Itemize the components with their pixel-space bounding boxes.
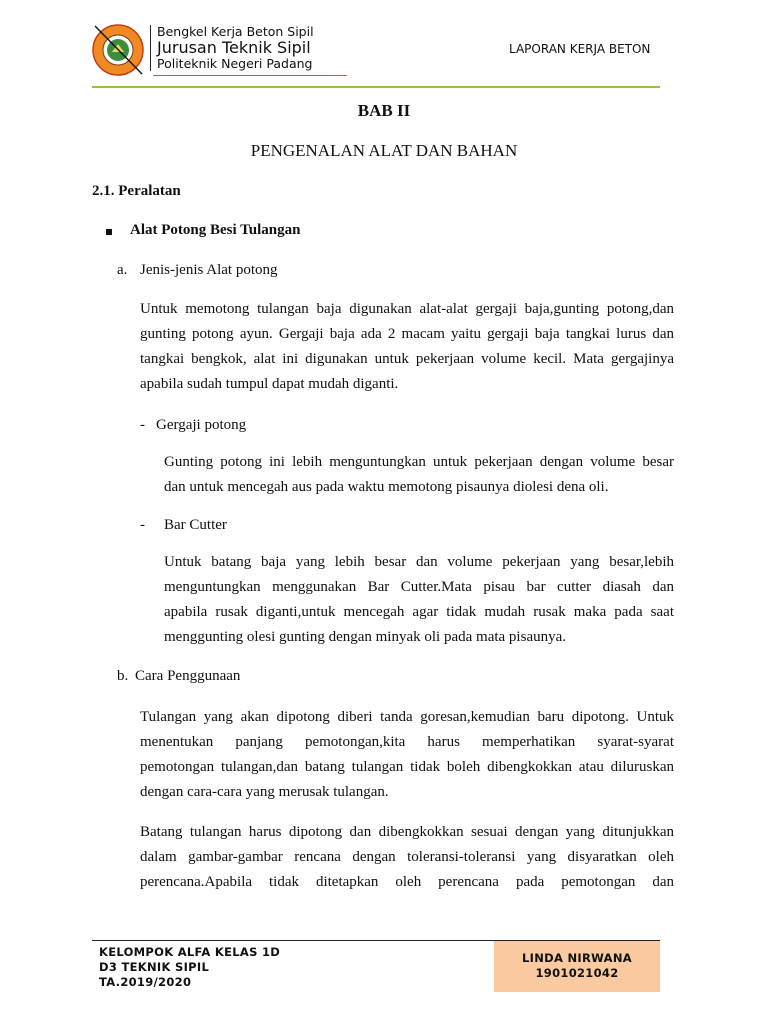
header-workshop-name: Bengkel Kerja Beton Sipil [157, 24, 314, 39]
paragraph-line: pemotongan tulangan,dan batang tulangan tidak boleh dibengkokkan atau diluruskan [140, 759, 674, 775]
paragraph-line: perencana.Apabila tidak ditetapkan oleh perencana pada pemotongan dan [140, 874, 674, 890]
paragraph-line: dalam gambar-gambar rencana dengan toleransi-toleransi yang disyaratkan oleh [140, 849, 674, 865]
paragraph-line: menggunting olesi gunting dengan minyak oli pada mata pisaunya. [164, 629, 567, 645]
paragraph-line: menguntungkan menggunakan Bar Cutter.Mata pisau bar cutter diasah dan [164, 579, 674, 595]
chapter-subtitle: PENGENALAN ALAT DAN BAHAN [250, 141, 518, 160]
subsection-b-title: Cara Penggunaan [135, 668, 241, 684]
paragraph-line: Batang tulangan harus dipotong dan dibengkokkan sesuai dengan yang ditunjukkan [140, 824, 674, 840]
paragraph-line: Gunting potong ini lebih menguntungkan untuk pekerjaan dengan volume besar [164, 454, 674, 470]
paragraph-line: apabila sudah tumpul dapat mudah diganti. [140, 376, 399, 392]
header-institution-name: Politeknik Negeri Padang [157, 56, 313, 71]
paragraph-line: Tulangan yang akan dipotong diberi tanda goresan,kemudian baru dipotong. Untuk [140, 709, 674, 725]
footer-program: D3 TEKNIK SIPIL [99, 960, 210, 974]
list-marker-b: b. [117, 668, 129, 684]
paragraph-line: tangkai bengkok, alat ini digunakan untuk pekerjaan volume kecil. Mata gergajinya [140, 351, 674, 367]
footer-academic-year: TA.2019/2020 [99, 975, 192, 989]
header-department-name: Jurusan Teknik Sipil [157, 38, 311, 57]
section-heading: 2.1. Peralatan [92, 183, 181, 199]
header-report-title: LAPORAN KERJA BETON [509, 42, 651, 56]
footer-author-id: 1901021042 [535, 966, 619, 980]
paragraph-line: menentukan panjang pemotongan,kita harus memperhatikan syarat-syarat [140, 734, 674, 750]
item-gergaji-title: Gergaji potong [156, 417, 247, 433]
paragraph-line: apabila rusak diganti,untuk mencegah agar tidak mudah rusak maka pada saat [164, 604, 674, 620]
header-divider [150, 25, 151, 71]
paragraph-bar-cutter [164, 550, 674, 650]
paragraph-alat-potong [140, 297, 674, 397]
header-blue-rule [153, 75, 347, 76]
footer-group: KELOMPOK ALFA KELAS 1D [99, 945, 281, 959]
paragraph-line: Untuk batang baja yang lebih besar dan volume pekerjaan yang besar,lebih [164, 554, 674, 570]
bullet-square-icon [106, 229, 112, 235]
dash-marker: - [140, 417, 145, 433]
subsection-a-title: Jenis-jenis Alat potong [140, 262, 278, 278]
footer-author-name: LINDA NIRWANA [522, 951, 632, 965]
item-bar-cutter-title: Bar Cutter [164, 517, 227, 533]
paragraph-gergaji [164, 450, 674, 500]
bullet-heading: Alat Potong Besi Tulangan [130, 222, 301, 238]
institution-logo [90, 22, 146, 78]
paragraph-line: Untuk memotong tulangan baja digunakan alat-alat gergaji baja,gunting potong,dan [140, 301, 674, 317]
paragraph-batang-tulangan [140, 820, 674, 895]
paragraph-line: dengan cara-cara yang merusak tulangan. [140, 784, 389, 800]
paragraph-cara-penggunaan [140, 705, 674, 805]
chapter-title: BAB II [357, 101, 411, 120]
dash-marker: - [140, 517, 145, 533]
list-marker-a: a. [117, 262, 128, 278]
header-green-rule [92, 86, 660, 88]
paragraph-line: dan untuk mencegah aus pada waktu memotong pisaunya diolesi dena oli. [164, 479, 609, 495]
paragraph-line: gunting potong ayun. Gergaji baja ada 2 macam yaitu gergaji baja tangkai lurus dan [140, 326, 674, 342]
